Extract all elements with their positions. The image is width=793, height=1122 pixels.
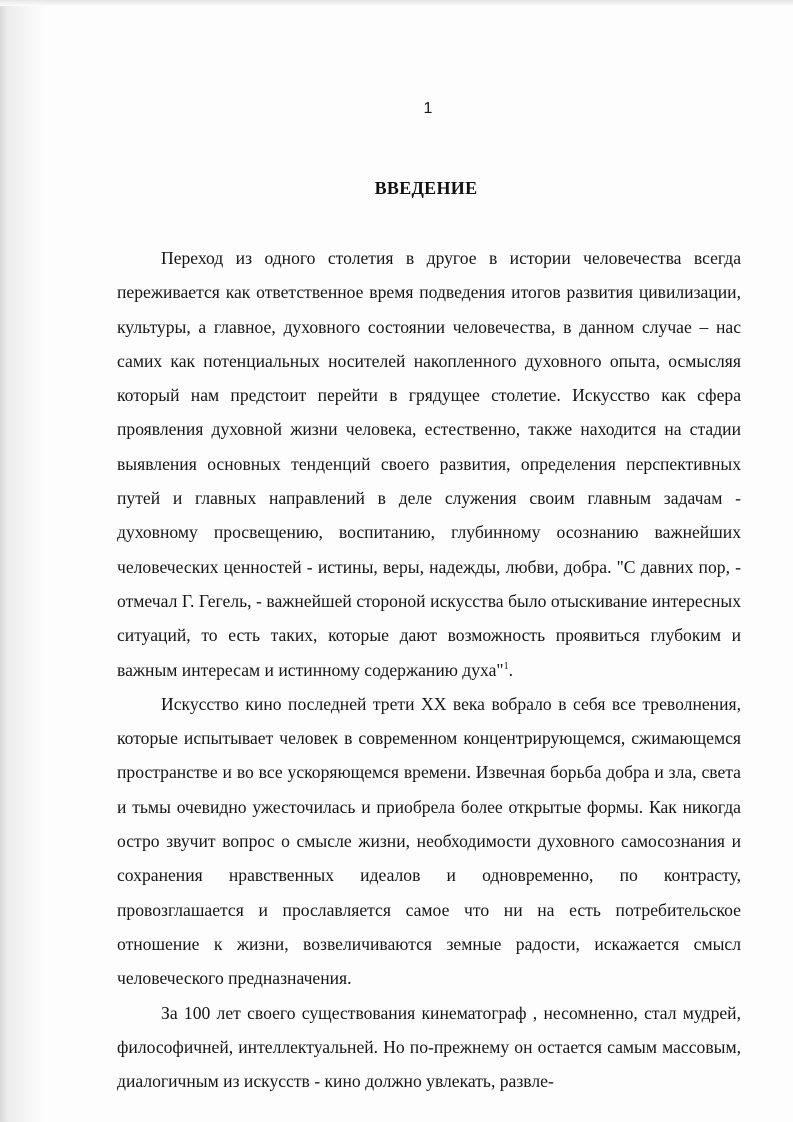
scan-shadow-top bbox=[0, 0, 793, 6]
body-text bbox=[117, 241, 741, 1098]
footnote-marker: 1 bbox=[503, 660, 509, 672]
scan-shadow-left bbox=[0, 0, 46, 1122]
paragraph-3: За 100 лет своего существования кинематограф , несомненно, стал мудрей, философичней, интеллектуальней. Но по-прежнему он остается самым массовым, диалогичным из искусств - кино должно увлекать, развле- bbox=[117, 1002, 741, 1092]
page-number: 1 bbox=[423, 100, 433, 117]
paragraph-2: Искусство кино последней трети XX века вобрало в себя все треволнения, которые испытывает человек в современном концентрирующемся, сжимающемся пространстве и во все ускоряющемся времени. Извечная борьба добра и зла, света и тьмы очевидно ужесточилась и приобрела более открытые формы. Как никогда остро звучит вопрос о смысле жизни, необходимости духовного самосознания и сохранения нравственных идеалов и одновременно, по контрасту, провозглашается и прославляется самое что ни на есть потребительское отношение к жизни, возвеличиваются земные радости, искажается смысл человеческого предназначения. bbox=[117, 693, 741, 989]
paragraph-1-tail: . bbox=[508, 659, 514, 680]
section-heading: ВВЕДЕНИЕ bbox=[374, 178, 478, 198]
paragraph-1 bbox=[117, 241, 741, 687]
paragraph-1-text: Переход из одного столетия в другое в истории человечества всегда переживается как ответственное время подведения итогов развития цивилизации, культуры, а главное, духовного состоянии человечества, в данном случае – нас самих как потенциальных носителей накопленного духовного опыта, осмысляя который нам предстоит перейти в грядущее столетие. Искусство как сфера проявления духовной жизни человека, естественно, также находится на стадии выявления основных тенденций своего развития, определения перспективных путей и главных направлений в деле служения своим главным задачам - духовному просвещению, воспитанию, глубинному осознанию важнейших человеческих ценностей - истины, веры, надежды, любви, добра. "С давних пор, - отмечал Г. Гегель, - важнейшей стороной искусства было отыскивание интересных ситуаций, то есть таких, которые дают возможность проявиться глубоким и важным интересам и истинному содержанию духа" bbox=[117, 248, 741, 680]
